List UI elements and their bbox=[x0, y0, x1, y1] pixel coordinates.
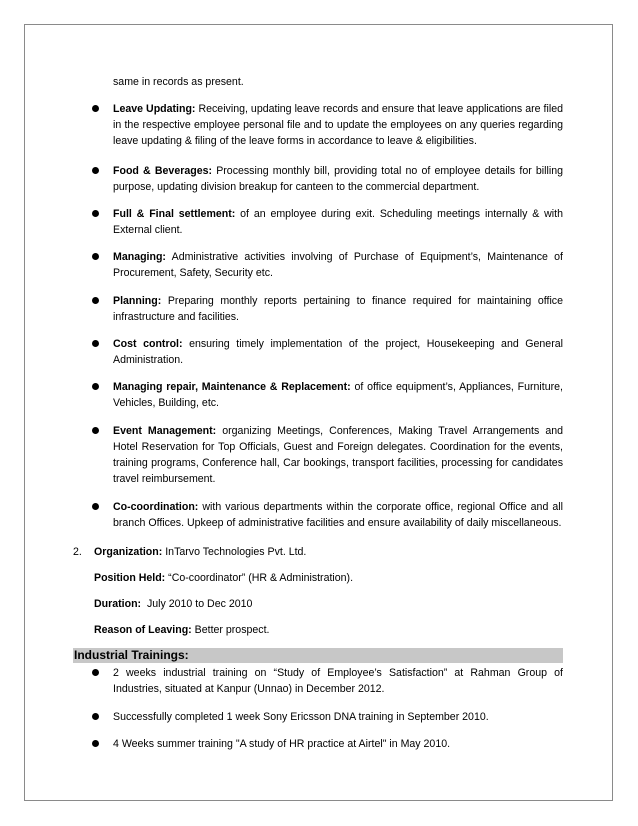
item-text: ensuring timely implementation of the project, Housekeeping and General Administration. bbox=[113, 338, 563, 366]
resp-managing-repair bbox=[113, 379, 563, 411]
organization-value: InTarvo Technologies Pvt. Ltd. bbox=[165, 546, 307, 558]
bullet-icon bbox=[92, 383, 99, 390]
item-title: Food & Beverages: bbox=[113, 165, 213, 177]
bullet-icon bbox=[92, 167, 99, 174]
item-text: with various departments within the corporate office, regional Office and all branch Offices. Upkeep of administrative facilities and ensure availability of daily miscellaneous. bbox=[113, 501, 563, 529]
item-title: Co-coordination: bbox=[113, 501, 199, 513]
resp-managing bbox=[113, 249, 563, 281]
bullet-icon bbox=[92, 253, 99, 260]
item-text: Processing monthly bill, providing total no of employee details for billing purpose, updating division breakup for canteen to the commercial department. bbox=[113, 165, 564, 193]
resp-event-management bbox=[113, 423, 563, 487]
bullet-icon bbox=[92, 669, 99, 676]
training-item: 4 Weeks summer training "A study of HR practice at Airtel" in May 2010. bbox=[113, 738, 451, 750]
item-text: of office equipment’s, Appliances, Furniture, Vehicles, Building, etc. bbox=[113, 381, 563, 409]
section-header-industrial-trainings bbox=[73, 648, 563, 663]
resp-full-final bbox=[113, 206, 563, 238]
section-heading: Industrial Trainings: bbox=[74, 648, 189, 662]
resp-planning bbox=[113, 293, 563, 325]
training-item: Successfully completed 1 week Sony Ericsson DNA training in September 2010. bbox=[113, 711, 489, 723]
resp-food-beverages bbox=[113, 163, 563, 195]
resp-cost-control bbox=[113, 336, 563, 368]
position-line bbox=[94, 570, 353, 586]
bullet-icon bbox=[92, 340, 99, 347]
duration-label: Duration: bbox=[94, 598, 142, 610]
bullet-icon bbox=[92, 740, 99, 747]
item-title: Leave Updating: bbox=[113, 103, 196, 115]
organization-label: Organization: bbox=[94, 546, 163, 558]
position-value: “Co-coordinator” (HR & Administration). bbox=[168, 572, 354, 584]
bullet-icon bbox=[92, 105, 99, 112]
bullet-icon bbox=[92, 210, 99, 217]
duration-value: July 2010 to Dec 2010 bbox=[146, 598, 253, 610]
position-label: Position Held: bbox=[94, 572, 166, 584]
item-text: of an employee during exit. Scheduling meetings internally & with External client. bbox=[113, 208, 563, 236]
item-title: Managing repair, Maintenance & Replacement: bbox=[113, 381, 351, 393]
item-title: Cost control: bbox=[113, 338, 183, 350]
continuation-text: same in records as present. bbox=[113, 76, 244, 88]
bullet-icon bbox=[92, 713, 99, 720]
bullet-icon bbox=[92, 503, 99, 510]
item-text: organizing Meetings, Conferences, Making Travel Arrangements and Hotel Reservation for Top Officials, Guest and Foreign delegates. Coordination for the events, training programs, Conference hall, Car bookings, transport facilities, processing for candidates travel reimbursement. bbox=[113, 425, 563, 485]
organization-line bbox=[94, 544, 306, 560]
duration-line bbox=[94, 596, 252, 612]
item-text: Preparing monthly reports pertaining to finance required for maintaining office infrastructure and facilities. bbox=[113, 295, 563, 323]
item-title: Event Management: bbox=[113, 425, 217, 437]
leaving-line bbox=[94, 622, 269, 638]
item-text: Receiving, updating leave records and ensure that leave applications are filed in the respective employee personal file and to update the employees on any queries regarding leave updating & filing of the leave forms in accordance to leave & eligibilities. bbox=[113, 103, 563, 147]
bullet-icon bbox=[92, 297, 99, 304]
item-text: Administrative activities involving of Purchase of Equipment’s, Maintenance of Procurement, Safety, Security etc. bbox=[113, 251, 563, 279]
item-title: Full & Final settlement: bbox=[113, 208, 236, 220]
item-title: Managing: bbox=[113, 251, 166, 263]
training-item: 2 weeks industrial training on “Study of Employee’s Satisfaction” at Rahman Group of Industries, situated at Kanpur (Unnao) in December 2012. bbox=[113, 667, 563, 695]
item-title: Planning: bbox=[113, 295, 162, 307]
leaving-label: Reason of Leaving: bbox=[94, 624, 192, 636]
bullet-icon bbox=[92, 427, 99, 434]
organization-number: 2. bbox=[73, 546, 82, 558]
leaving-value: Better prospect. bbox=[194, 624, 270, 636]
resp-leave-updating bbox=[113, 101, 563, 149]
resp-co-coordination bbox=[113, 499, 563, 531]
